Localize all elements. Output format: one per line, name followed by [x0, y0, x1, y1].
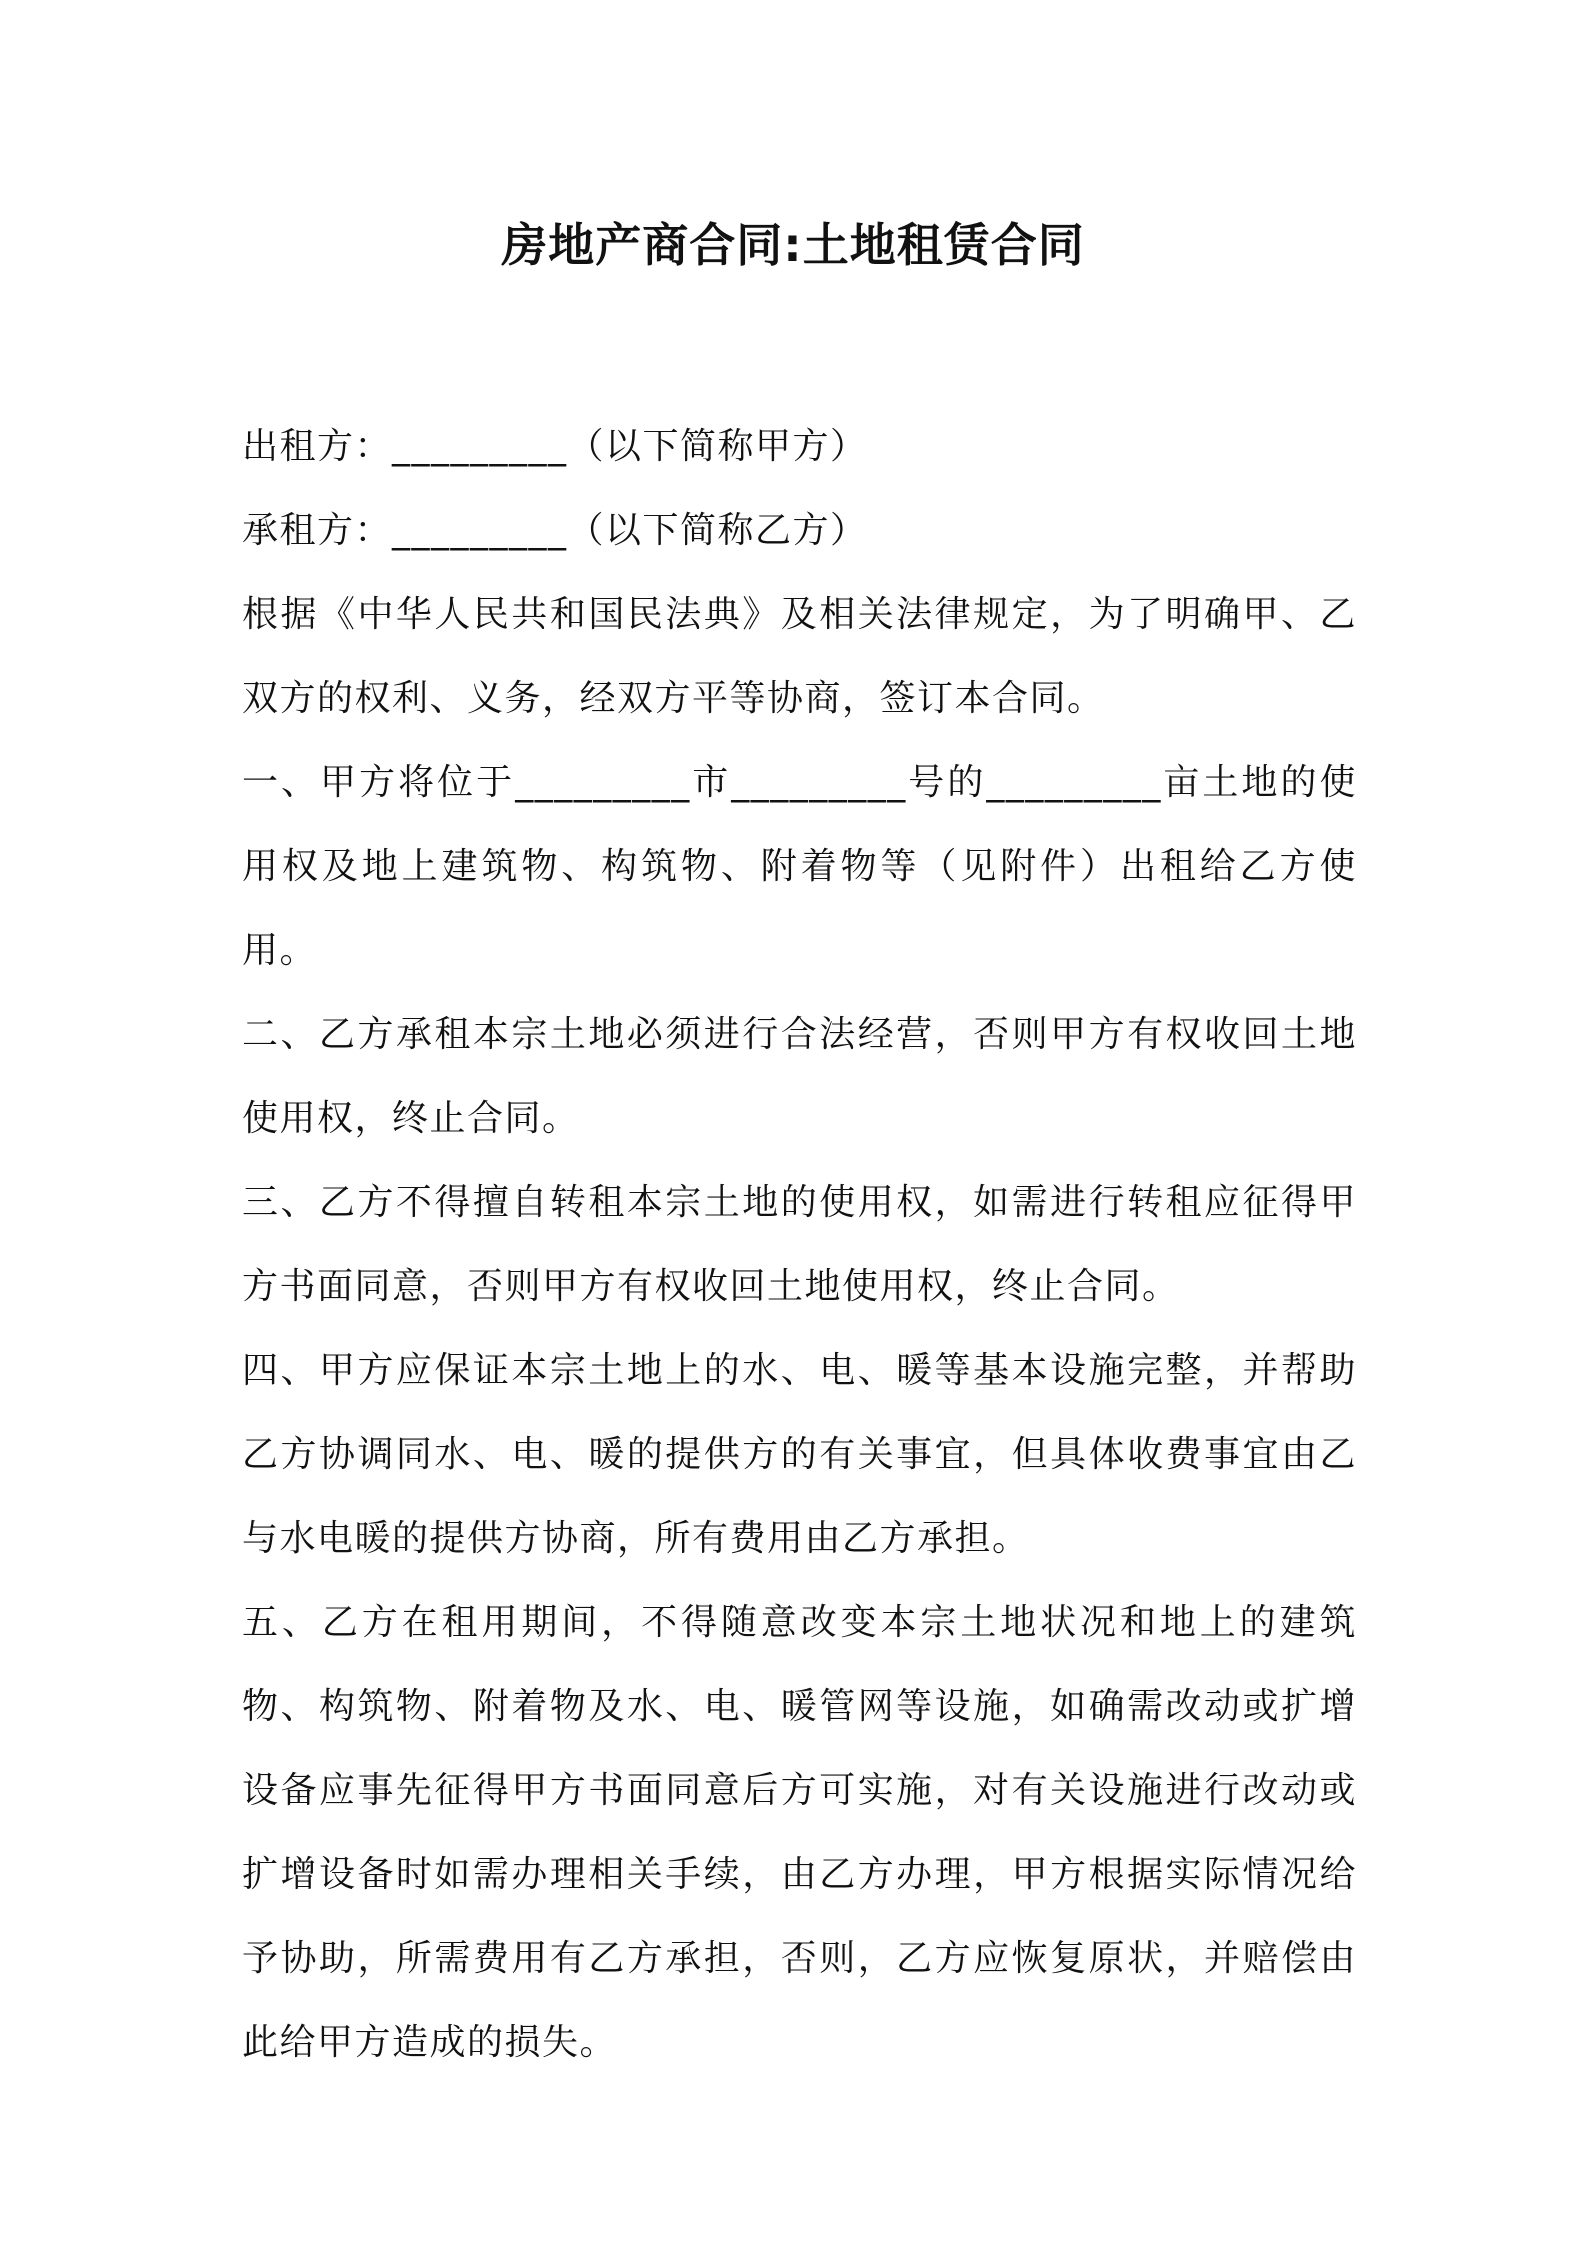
preamble-paragraph: 根据《中华人民共和国民法典》及相关法律规定，为了明确甲、乙双方的权利、义务，经双方平等协商，签订本合同。 — [242, 594, 1357, 719]
lessee-line: 承租方：_________（以下简称乙方） — [242, 510, 868, 551]
clause-3: 三、乙方不得擅自转租本宗土地的使用权，如需进行转租应征得甲方书面同意，否则甲方有权收回土地使用权，终止合同。 — [242, 1182, 1357, 1307]
document-body — [242, 405, 1357, 2085]
document-title: 房地产商合同:土地租赁合同 — [501, 218, 1085, 272]
clause-1: 一、甲方将位于_________市_________号的_________亩土地的使用权及地上建筑物、构筑物、附着物等（见附件）出租给乙方使用。 — [242, 762, 1357, 971]
clause-5: 五、乙方在租用期间，不得随意改变本宗土地状况和地上的建筑物、构筑物、附着物及水、电、暖管网等设施，如确需改动或扩增设备应事先征得甲方书面同意后方可实施，对有关设施进行改动或扩增设备时如需办理相关手续，由乙方办理，甲方根据实际情况给予协助，所需费用有乙方承担，否则，乙方应恢复原状，并赔偿由此给甲方造成的损失。 — [242, 1602, 1357, 2063]
clause-2: 二、乙方承租本宗土地必须进行合法经营，否则甲方有权收回土地使用权，终止合同。 — [242, 1014, 1357, 1139]
lessor-line: 出租方：_________（以下简称甲方） — [242, 426, 868, 467]
clause-4: 四、甲方应保证本宗土地上的水、电、暖等基本设施完整，并帮助乙方协调同水、电、暖的提供方的有关事宜，但具体收费事宜由乙与水电暖的提供方协商，所有费用由乙方承担。 — [242, 1350, 1357, 1559]
